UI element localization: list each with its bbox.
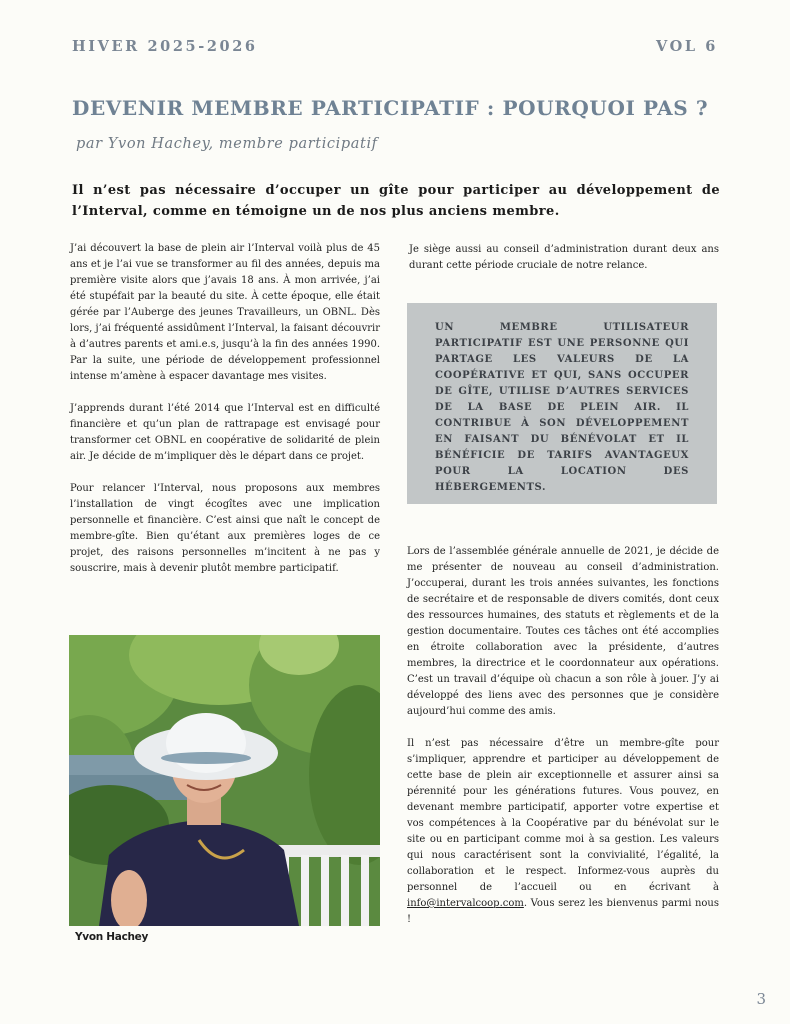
pull-quote-box [407,303,717,504]
photo-caption: Yvon Hachey [75,931,149,943]
pull-quote-text: UN MEMBRE UTILISATEUR PARTICIPATIF EST UNE PERSONNE QUI PARTAGE LES VALEURS DE LA COOPÉRATIVE ET QUI, SANS OCCUPER DE GÎTE, UTILISE D’AUTRES SERVICES DE LA BASE DE PLEIN AIR. IL CONTRIBUE À SON DÉVELOPPEMENT EN FAISANT DU BÉNÉVOLAT ET IL BÉNÉFICIE DE TARIFS AVANTAGEUX POUR LA LOCATION DES HÉBERGEMENTS. [435,322,689,493]
email-link[interactable]: info@intervalcoop.com [407,898,524,909]
author-photo [69,635,380,926]
right-column [407,544,719,944]
issue-volume: VOL 6 [656,38,718,55]
issue-season: HIVER 2025-2026 [72,38,258,55]
left-column [70,241,380,593]
paragraph-text: Il n’est pas nécessaire d’être un membre-gîte pour s’impliquer, apprendre et participer au développement de cette base de plein air exceptionnelle et assurer ainsi sa pérennité pour les générations futures. Vous pouvez, en devenant membre participatif, apporter votre expertise et vos compétences à la Coopérative par du bénévolat sur le site ou en participant comme moi à sa gestion. Les valeurs qui nous caractérisent sont la convivialité, l’égalité, la collaboration et le respect. Informez-vous auprès du personnel de l’accueil ou en écrivant à [407,738,719,893]
paragraph: Lors de l’assemblée générale annuelle de 2021, je décide de me présenter de nouveau au conseil d’administration. J’occuperai, durant les trois années suivantes, les fonctions de secrétaire et de responsable de divers comités, dont ceux des ressources humaines, des statuts et règlements et de la gestion documentaire. Toutes ces tâches ont été accomplies en étroite collaboration avec la présidente, d’autres membres, la directrice et le coordonnateur aux opérations. C’est un travail d’équipe où chacun a son rôle à jouer. J’y ai développé des liens avec des personnes que je considère aujourd’hui comme des amis. [407,546,719,717]
paragraph: Je siège aussi au conseil d’administration durant deux ans durant cette période cruciale de notre relance. [409,244,719,271]
paragraph [407,736,719,928]
page-number: 3 [756,990,766,1008]
article-lead: Il n’est pas nécessaire d’occuper un gîte pour participer au développement de l’Interval, comme en témoigne un de nos plus anciens membre. [72,183,720,219]
paragraph: Pour relancer l’Interval, nous proposons aux membres l’installation de vingt écogîtes avec une implication personnelle et financière. C’est ainsi que naît le concept de membre-gîte. Bien qu’étant aux premières loges de ce projet, des raisons personnelles m’incitent à ne pas y souscrire, mais à devenir plutôt membre participatif. [70,483,380,574]
paragraph-text: . Vous serez les bienvenus parmi nous ! [407,898,719,925]
paragraph: J’ai découvert la base de plein air l’Interval voilà plus de 45 ans et je l’ai vue se transformer au fil des années, depuis ma première visite alors que j’avais 18 ans. À mon arrivée, j’ai été stupéfait par la beauté du site. À cette époque, elle était gérée par l’Auberge des jeunes Travailleurs, un OBNL. Dès lors, j’ai fréquenté assidûment l’Interval, la faisant découvrir à d’autres parents et ami.e.s, jusqu’à la fin des années 1990. Par la suite, une période de développement professionnel intense m’amène à espacer davantage mes visites. [70,243,380,382]
paragraph: J’apprends durant l’été 2014 que l’Interval est en difficulté financière et qu’un plan de rattrapage est envisagé pour transformer cet OBNL en coopérative de solidarité de plein air. Je décide de m’impliquer dès le départ dans ce projet. [70,403,380,462]
article-byline: par Yvon Hachey, membre participatif [76,136,378,152]
article-title: DEVENIR MEMBRE PARTICIPATIF : POURQUOI PAS ? [72,96,709,120]
